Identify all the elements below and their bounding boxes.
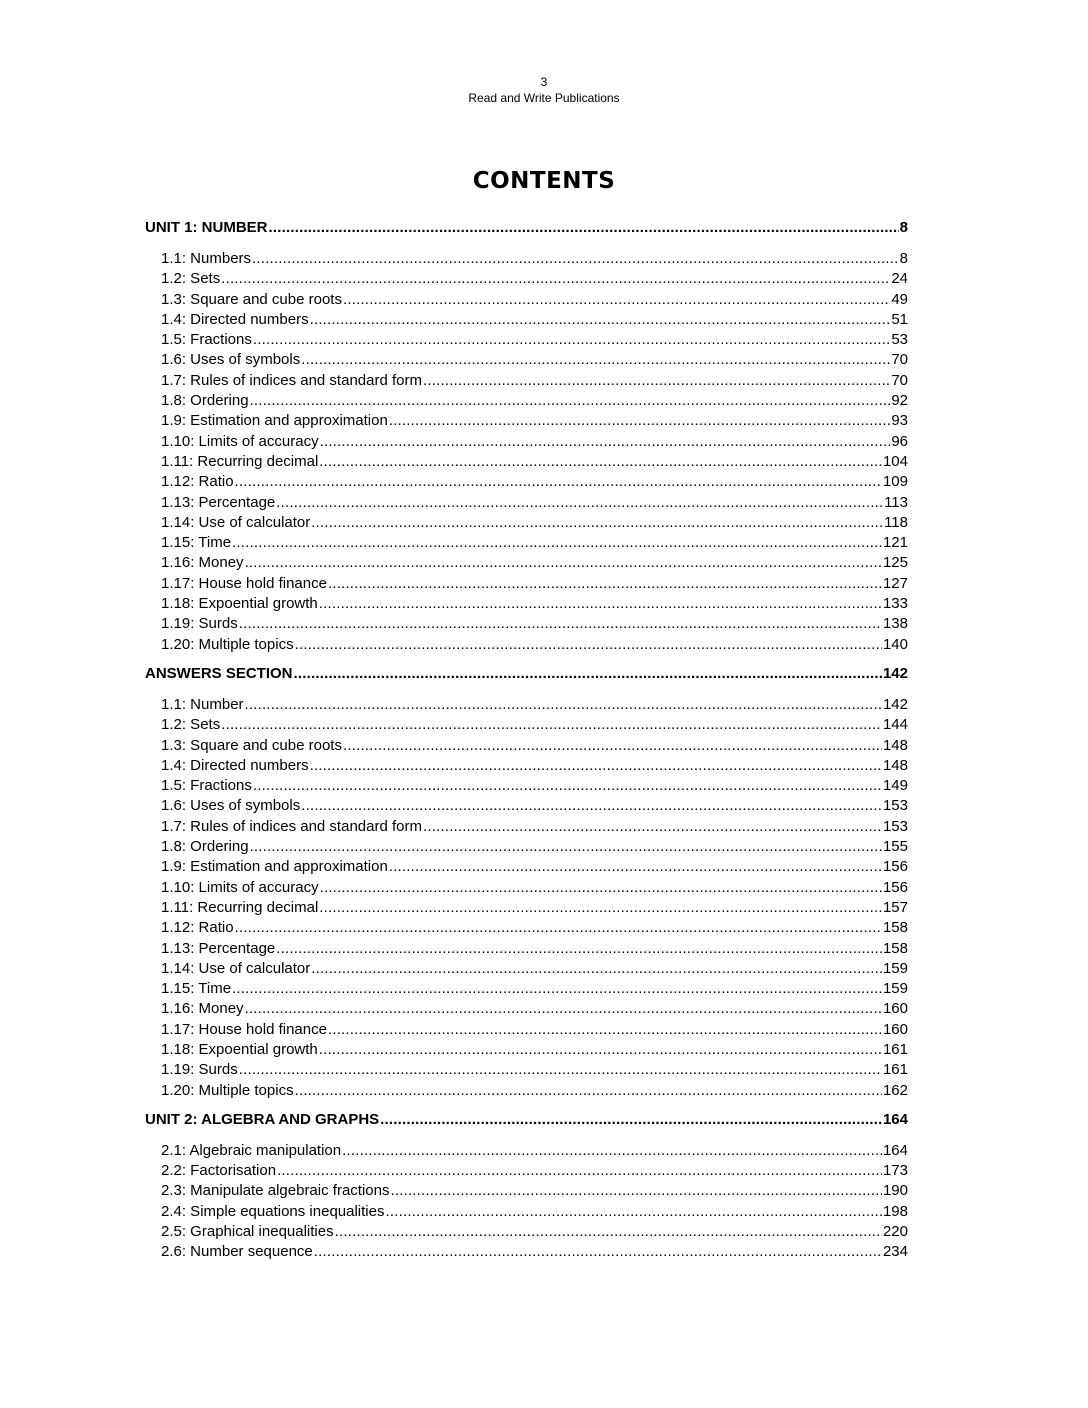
toc-entry[interactable] — [145, 574, 908, 594]
toc-entry-label: 2.1: Algebraic manipulation — [161, 1141, 342, 1159]
dot-leader — [319, 898, 882, 918]
toc-entry-page: 160 — [882, 1000, 908, 1018]
toc-entry[interactable] — [145, 1181, 908, 1201]
dot-leader — [320, 878, 882, 898]
toc-entry-label: 1.10: Limits of accuracy — [161, 878, 319, 896]
toc-entry-page: 158 — [882, 919, 908, 937]
toc-entry-page: 70 — [891, 351, 908, 369]
toc-entry-page: 220 — [882, 1223, 908, 1241]
dot-leader — [252, 249, 899, 269]
toc-entry[interactable] — [145, 715, 908, 735]
dot-leader — [250, 837, 882, 857]
toc-entry-page: 53 — [891, 331, 908, 349]
toc-entry-label: 1.6: Uses of symbols — [161, 797, 301, 815]
toc-entry-page: 158 — [882, 939, 908, 957]
toc-entry-label: 1.19: Surds — [161, 1061, 238, 1079]
dot-leader — [342, 1141, 882, 1161]
dot-leader — [343, 736, 882, 756]
toc-entry-page: 160 — [882, 1020, 908, 1038]
toc-entry[interactable] — [145, 857, 908, 877]
toc-entry-label: 1.2: Sets — [161, 270, 221, 288]
toc-entry[interactable] — [145, 350, 908, 370]
dot-leader — [250, 391, 891, 411]
dot-leader — [319, 452, 882, 472]
toc-entry-label: 1.20: Multiple topics — [161, 635, 294, 653]
toc-unit-title: UNIT 1: NUMBER — [145, 219, 268, 236]
contents-title: CONTENTS — [472, 168, 616, 194]
toc-entry[interactable] — [145, 959, 908, 979]
toc-unit-page: 8 — [899, 219, 908, 236]
toc-entry-page: 8 — [899, 250, 908, 267]
toc-entry-label: 1.5: Fractions — [161, 331, 252, 349]
toc-entry-page: 51 — [891, 310, 908, 328]
toc-entry[interactable] — [145, 817, 908, 837]
toc-entry[interactable] — [145, 493, 908, 513]
page-number: 3 — [540, 75, 548, 89]
toc-entry-label: 1.3: Square and cube roots — [161, 290, 342, 308]
dot-leader — [245, 553, 882, 573]
toc-entry[interactable] — [145, 290, 908, 310]
toc-entry-page: 161 — [882, 1040, 908, 1058]
toc-entry-page: 96 — [891, 432, 908, 450]
toc-unit-heading[interactable] — [145, 218, 908, 240]
toc-entry-label: 1.9: Estimation and approximation — [161, 858, 388, 876]
toc-entry-label: 1.16: Money — [161, 1000, 244, 1018]
toc-entry-label: 1.19: Surds — [161, 615, 238, 633]
toc-entry-page: 125 — [882, 554, 908, 572]
toc-entry-label: 1.2: Sets — [161, 716, 221, 734]
toc-entry-label: 1.6: Uses of symbols — [161, 351, 301, 369]
toc-entry[interactable] — [145, 432, 908, 452]
dot-leader — [295, 1081, 882, 1101]
dot-leader — [320, 432, 891, 452]
toc-entry[interactable] — [145, 1060, 908, 1080]
toc-entry[interactable] — [145, 837, 908, 857]
toc-unit-page: 142 — [882, 664, 908, 682]
toc-entry[interactable] — [145, 1242, 908, 1262]
toc-entry-label: 2.5: Graphical inequalities — [161, 1223, 334, 1241]
toc-entry-page: 104 — [882, 452, 908, 470]
toc-entry[interactable] — [145, 1020, 908, 1040]
toc-entry[interactable] — [145, 391, 908, 411]
dot-leader — [389, 411, 891, 431]
dot-leader — [335, 1222, 882, 1242]
toc-entry-page: 140 — [882, 635, 908, 653]
toc-entry[interactable] — [145, 371, 908, 391]
toc-entry-label: 1.11: Recurring decimal — [161, 452, 319, 470]
toc-entry-label: 1.9: Estimation and approximation — [161, 412, 388, 430]
toc-entry-page: 118 — [884, 513, 908, 531]
toc-entry-page: 49 — [891, 290, 908, 308]
toc-entry-label: 1.4: Directed numbers — [161, 310, 309, 328]
dot-leader — [253, 776, 882, 796]
dot-leader — [311, 959, 882, 979]
toc-entry-page: 164 — [882, 1141, 908, 1159]
toc-entry[interactable] — [145, 999, 908, 1019]
toc-entry-label: 1.1: Number — [161, 695, 244, 713]
toc-entry-page: 148 — [882, 736, 908, 754]
toc-entry[interactable] — [145, 1222, 908, 1242]
toc-entry-label: 1.7: Rules of indices and standard form — [161, 371, 422, 389]
toc-entry-label: 1.13: Percentage — [161, 939, 276, 957]
toc-unit-title: UNIT 2: ALGEBRA AND GRAPHS — [145, 1110, 380, 1128]
toc-entry[interactable] — [145, 594, 908, 614]
toc-entry-page: 144 — [882, 716, 908, 734]
toc-entry[interactable] — [145, 269, 908, 289]
toc-entry-label: 1.17: House hold finance — [161, 1020, 327, 1038]
toc-entry-page: 93 — [891, 412, 908, 430]
toc-entry-page: 153 — [882, 797, 908, 815]
dot-leader — [385, 1202, 881, 1222]
toc-entry-label: 1.18: Expoential growth — [161, 1040, 318, 1058]
toc-entry-label: 1.12: Ratio — [161, 473, 234, 491]
toc-entry-label: 1.5: Fractions — [161, 777, 252, 795]
toc-entry-label: 1.17: House hold finance — [161, 574, 327, 592]
toc-entry-page: 92 — [891, 392, 908, 410]
toc-entry-label: 1.15: Time — [161, 534, 232, 552]
toc-entry-label: 1.14: Use of calculator — [161, 959, 311, 977]
toc-entry-page: 133 — [882, 595, 908, 613]
dot-leader — [239, 614, 882, 634]
toc-entry[interactable] — [145, 513, 908, 533]
toc-entry[interactable] — [145, 533, 908, 553]
toc-entry[interactable] — [145, 1081, 908, 1101]
toc-entry[interactable] — [145, 979, 908, 999]
publisher-name: Read and Write Publications — [468, 91, 620, 105]
toc-entry-page: 234 — [882, 1243, 908, 1261]
toc-entry-label: 1.1: Numbers — [161, 250, 252, 267]
dot-leader — [276, 939, 882, 959]
dot-leader — [380, 1110, 882, 1130]
toc-entry[interactable] — [145, 472, 908, 492]
toc-entry-page: 157 — [882, 898, 908, 916]
dot-leader — [277, 1161, 882, 1181]
toc-entry[interactable] — [145, 1202, 908, 1222]
toc-entry-label: 1.18: Expoential growth — [161, 595, 318, 613]
toc-entry-page: 190 — [882, 1182, 908, 1200]
toc-entry[interactable] — [145, 776, 908, 796]
toc-entry[interactable] — [145, 553, 908, 573]
toc-entry[interactable] — [145, 898, 908, 918]
dot-leader — [253, 330, 890, 350]
toc-entry[interactable] — [145, 1040, 908, 1060]
dot-leader — [343, 290, 890, 310]
table-of-contents — [145, 218, 908, 1272]
toc-entry-page: 173 — [882, 1162, 908, 1180]
toc-unit-heading[interactable] — [145, 664, 908, 686]
toc-entry-page: 24 — [891, 270, 908, 288]
toc-entry-page: 198 — [882, 1202, 908, 1220]
toc-section — [145, 218, 908, 655]
toc-entry[interactable] — [145, 796, 908, 816]
toc-entry-label: 1.15: Time — [161, 980, 232, 998]
toc-entry-page: 155 — [882, 838, 908, 856]
dot-leader — [390, 1181, 882, 1201]
toc-entry-page: 138 — [882, 615, 908, 633]
dot-leader — [301, 350, 890, 370]
toc-entry-page: 156 — [882, 878, 908, 896]
toc-entry-page: 159 — [882, 959, 908, 977]
toc-entry-label: 1.7: Rules of indices and standard form — [161, 817, 422, 835]
toc-entry[interactable] — [145, 695, 908, 715]
toc-entry[interactable] — [145, 756, 908, 776]
dot-leader — [311, 513, 883, 533]
toc-entry-page: 121 — [882, 534, 908, 552]
toc-entry-label: 1.3: Square and cube roots — [161, 736, 342, 754]
toc-entry[interactable] — [145, 1161, 908, 1181]
toc-entry-label: 2.6: Number sequence — [161, 1243, 313, 1261]
toc-entry-page: 149 — [882, 777, 908, 795]
toc-entry-label: 1.10: Limits of accuracy — [161, 432, 319, 450]
dot-leader — [423, 817, 882, 837]
toc-entry-page: 156 — [882, 858, 908, 876]
toc-unit-page: 164 — [882, 1110, 908, 1128]
toc-entry-page: 127 — [882, 574, 908, 592]
dot-leader — [310, 756, 882, 776]
toc-entry-label: 1.14: Use of calculator — [161, 513, 311, 531]
toc-entry-label: 2.3: Manipulate algebraic fractions — [161, 1182, 390, 1200]
toc-entry-page: 70 — [891, 371, 908, 389]
toc-entry-page: 142 — [882, 695, 908, 713]
dot-leader — [301, 796, 882, 816]
dot-leader — [221, 715, 882, 735]
dot-leader — [235, 918, 882, 938]
dot-leader — [294, 664, 882, 684]
toc-entry-page: 148 — [882, 756, 908, 774]
dot-leader — [295, 635, 882, 655]
toc-entry[interactable] — [145, 635, 908, 655]
toc-entry-label: 1.16: Money — [161, 554, 244, 572]
dot-leader — [245, 695, 882, 715]
toc-section — [145, 1110, 908, 1263]
toc-entry-page: 161 — [882, 1061, 908, 1079]
toc-entry-page: 109 — [882, 473, 908, 491]
toc-entry-page: 159 — [882, 980, 908, 998]
dot-leader — [232, 979, 882, 999]
dot-leader — [319, 594, 882, 614]
toc-entry[interactable] — [145, 939, 908, 959]
dot-leader — [269, 218, 899, 238]
toc-entry[interactable] — [145, 878, 908, 898]
toc-entry[interactable] — [145, 249, 908, 269]
dot-leader — [328, 1020, 882, 1040]
toc-entry-label: 1.11: Recurring decimal — [161, 898, 319, 916]
toc-entry[interactable] — [145, 452, 908, 472]
dot-leader — [245, 999, 882, 1019]
dot-leader — [423, 371, 890, 391]
toc-entry-page: 162 — [882, 1081, 908, 1099]
dot-leader — [328, 574, 882, 594]
toc-entry[interactable] — [145, 330, 908, 350]
toc-entry-page: 113 — [884, 493, 908, 511]
toc-unit-title: ANSWERS SECTION — [145, 664, 293, 682]
toc-entry[interactable] — [145, 1141, 908, 1161]
dot-leader — [314, 1242, 882, 1262]
toc-entry-page: 153 — [882, 817, 908, 835]
toc-entry-label: 1.8: Ordering — [161, 392, 249, 410]
toc-entry-label: 1.12: Ratio — [161, 919, 234, 937]
toc-entry-label: 1.8: Ordering — [161, 838, 249, 856]
toc-entry[interactable] — [145, 310, 908, 330]
dot-leader — [310, 310, 891, 330]
toc-unit-heading[interactable] — [145, 1110, 908, 1132]
toc-entry-label: 1.4: Directed numbers — [161, 756, 309, 774]
dot-leader — [235, 472, 882, 492]
toc-entry[interactable] — [145, 736, 908, 756]
toc-entry[interactable] — [145, 614, 908, 634]
toc-entry[interactable] — [145, 918, 908, 938]
toc-entry-label: 1.20: Multiple topics — [161, 1081, 294, 1099]
toc-entry-label: 2.2: Factorisation — [161, 1162, 277, 1180]
toc-entry-label: 2.4: Simple equations inequalities — [161, 1202, 385, 1220]
toc-entry-label: 1.13: Percentage — [161, 493, 276, 511]
toc-section — [145, 664, 908, 1101]
dot-leader — [389, 857, 882, 877]
toc-entry[interactable] — [145, 411, 908, 431]
dot-leader — [319, 1040, 882, 1060]
dot-leader — [276, 493, 883, 513]
dot-leader — [239, 1060, 882, 1080]
dot-leader — [221, 269, 890, 289]
dot-leader — [232, 533, 882, 553]
